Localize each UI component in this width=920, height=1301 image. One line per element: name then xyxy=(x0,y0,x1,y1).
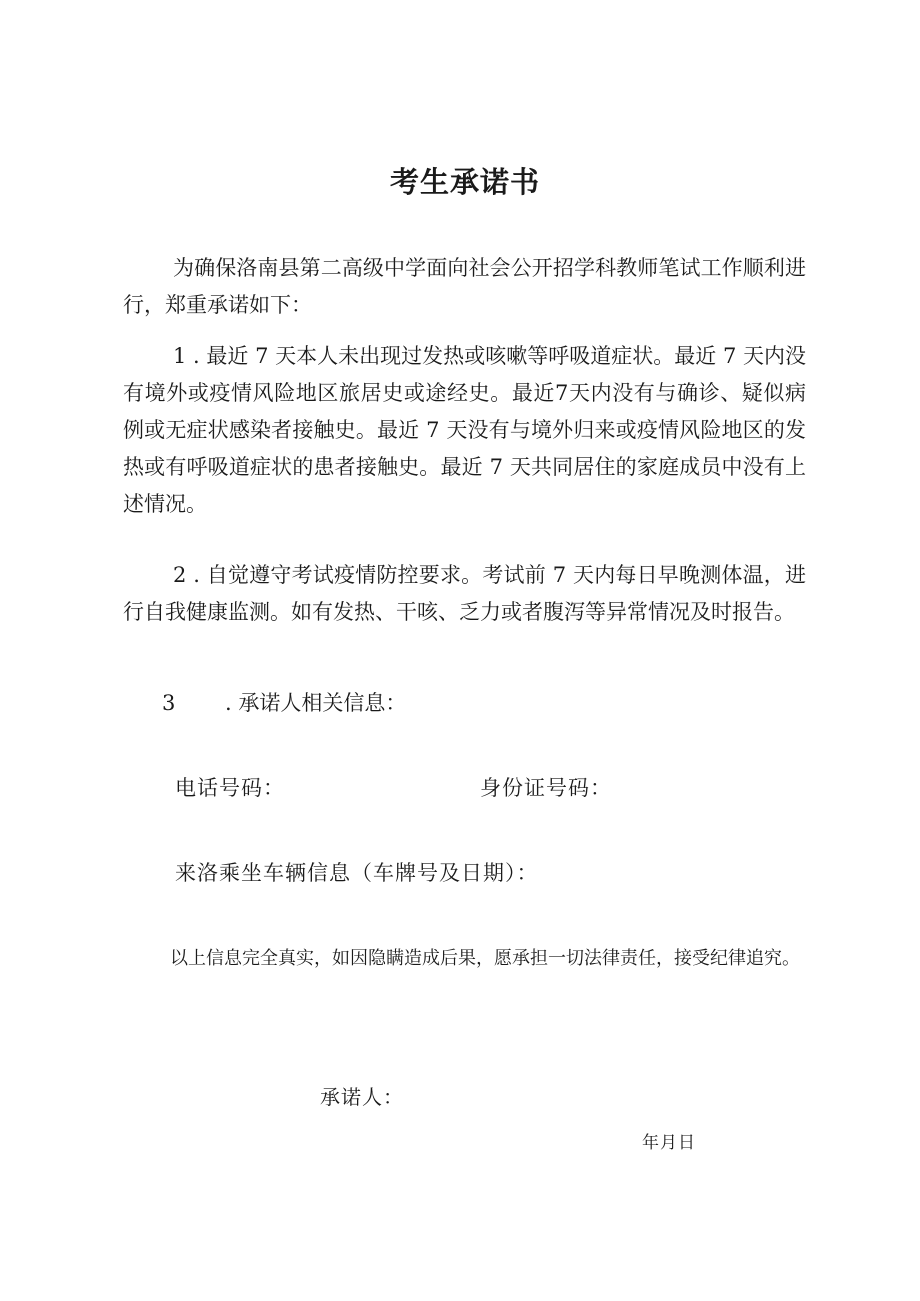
document-title: 考生承诺书 xyxy=(389,165,540,199)
intro-paragraph: 为确保洛南县第二高级中学面向社会公开招学科教师笔试工作顺利进行，郑重承诺如下： xyxy=(123,256,806,317)
pledge-item-2: 2 . 自觉遵守考试疫情防控要求。考试前 7 天内每日早晚测体温，进行自我健康监测。如有发热、干咳、乏力或者腹泻等异常情况及时报告。 xyxy=(123,563,806,624)
phone-number-label: 电话号码： xyxy=(175,776,285,800)
date-label: 年月日 xyxy=(642,1133,696,1153)
pledge-item-1: 1 . 最近 7 天本人未出现过发热或咳嗽等呼吸道症状。最近 7 天内没有境外或疫情风险地区旅居史或途经史。最近7天内没有与确诊、疑似病例或无症状感染者接触史。最近 7 天没有与境外归来或疫情风险地区的发热或有呼吸道症状的患者接触史。最近 7 天共同居住的家庭成员中没有上述情况。 xyxy=(123,344,806,516)
pledge-item-3-number: 3 xyxy=(162,691,176,715)
vehicle-info-label: 来洛乘坐车辆信息（车牌号及日期）： xyxy=(175,861,539,885)
declaration-paragraph: 以上信息完全真实，如因隐瞒造成后果，愿承担一切法律责任，接受纪律追究。 xyxy=(170,948,800,969)
id-number-label: 身份证号码： xyxy=(480,776,612,800)
signer-label: 承诺人： xyxy=(320,1085,404,1109)
pledge-item-3-text: . 承诺人相关信息： xyxy=(225,691,407,715)
